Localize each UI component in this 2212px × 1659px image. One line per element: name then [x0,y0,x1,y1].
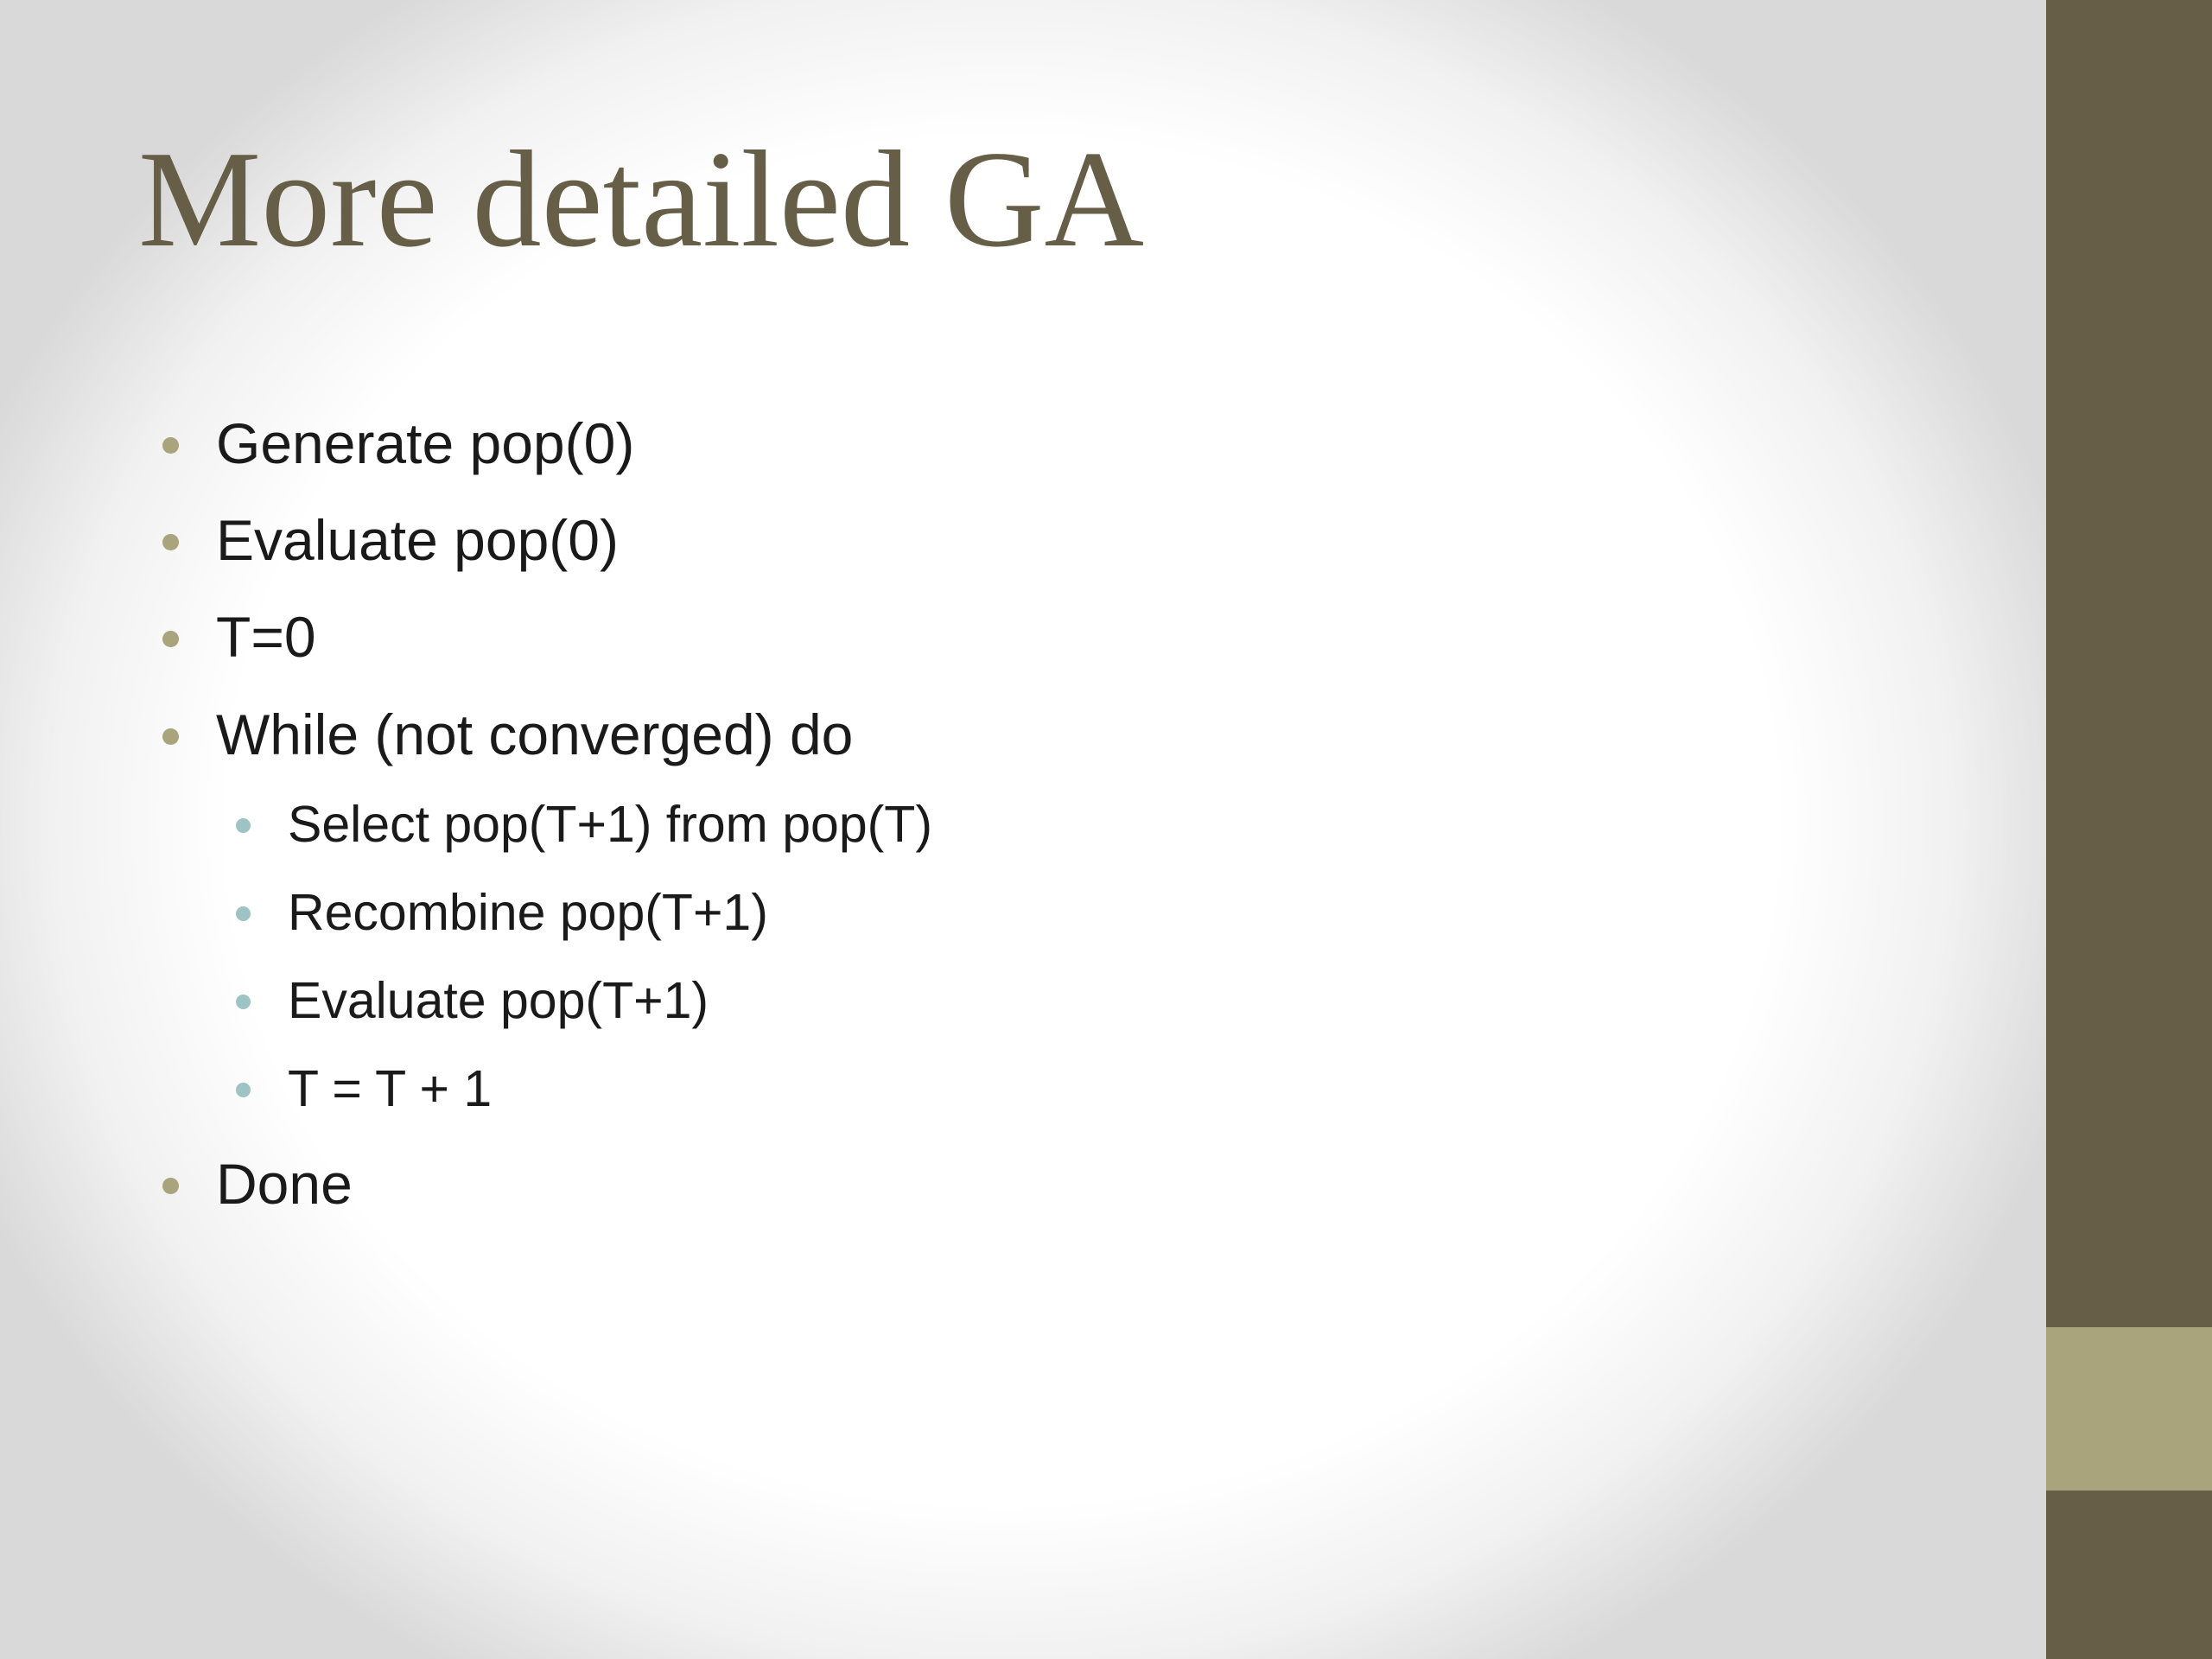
sub-bullet-dot-icon [236,1083,251,1097]
sub-bullet-text: Select pop(T+1) from pop(T) [288,796,932,853]
bullet-dot-icon [162,534,179,550]
sub-bullet-dot-icon [236,818,251,833]
slide-title: More detailed GA [138,122,1145,276]
sub-bullet-item [288,972,709,1029]
bullet-item [216,508,619,572]
decorative-side-accent [2046,1327,2212,1491]
sub-bullet-text: Recombine pop(T+1) [288,884,768,941]
bullet-text: T=0 [216,605,316,669]
bullet-dot-icon [162,631,179,647]
sub-bullet-item [288,884,768,941]
bullet-text: Done [216,1152,353,1216]
sub-bullet-item [288,1060,493,1117]
bullet-text: While (not converged) do [216,702,854,766]
bullet-text: Evaluate pop(0) [216,508,619,572]
sub-bullet-dot-icon [236,906,251,921]
bullet-item [216,1152,353,1216]
sub-bullet-dot-icon [236,995,251,1009]
sub-bullet-text: T = T + 1 [288,1060,493,1117]
bullet-dot-icon [162,728,179,745]
bullet-text: Generate pop(0) [216,411,635,475]
bullet-item [216,411,635,475]
bullet-item [216,605,316,669]
bullet-item [216,702,854,766]
sub-bullet-item [288,796,932,853]
bullet-dot-icon [162,1178,179,1194]
bullet-dot-icon [162,437,179,454]
sub-bullet-text: Evaluate pop(T+1) [288,972,709,1029]
